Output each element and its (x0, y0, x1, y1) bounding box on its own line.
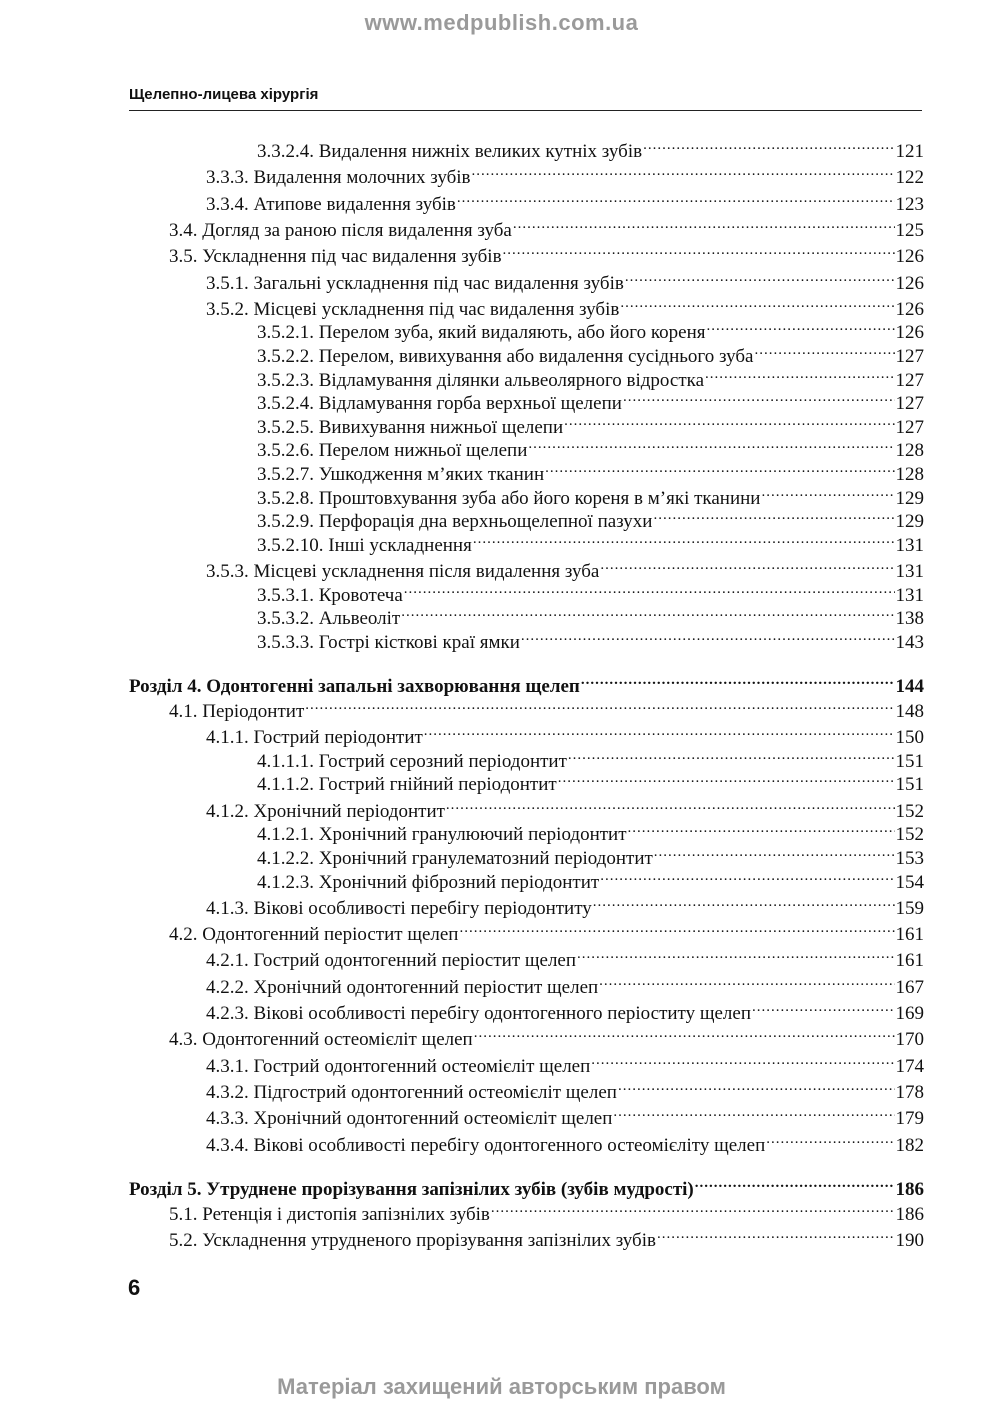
toc-entry (129, 693, 924, 722)
toc-leader-dots (599, 969, 894, 993)
toc-entry-title: 3.3.4. Атипове видалення зубів (206, 193, 456, 215)
toc-leader-dots (653, 503, 894, 527)
toc-entry (129, 1196, 924, 1225)
toc-entry-title: 4.1.2.2. Хронічний гранулематозний періодонтит (257, 847, 653, 869)
toc-entry-title: Розділ 4. Одонтогенні запальні захворювання щелеп (129, 675, 580, 697)
toc-entry-title: 3.5.2.2. Перелом, вивихування або видалення сусіднього зуба (257, 346, 754, 367)
toc-entry-title: 4.2.2. Хронічний одонтогенний періостит щелеп (206, 976, 599, 998)
toc-entry-page: 123 (895, 193, 924, 215)
toc-entry-title: 3.5.3.2. Альвеоліт (257, 608, 401, 630)
toc-entry-page: 182 (895, 1134, 924, 1156)
toc-entry-page: 127 (895, 393, 924, 415)
toc-entry-title: 4.1.3. Вікові особливості перебігу періодонтиту (206, 897, 592, 919)
toc-entry (129, 291, 924, 320)
toc-leader-dots (600, 864, 894, 888)
toc-entry-page: 138 (895, 608, 924, 630)
toc-entry-page: 126 (895, 322, 924, 344)
toc-entry-page: 129 (895, 487, 924, 509)
toc-entry-title: 4.1.2.1. Хронічний гранулюючий періодонтит (257, 824, 627, 846)
page-number: 6 (128, 1275, 141, 1300)
toc-leader-dots (643, 133, 894, 157)
toc-leader-dots (628, 816, 895, 840)
toc-leader-dots (305, 693, 894, 717)
toc-leader-dots (766, 1127, 894, 1151)
toc-entry-title: 4.3.2. Підгострий одонтогенний остеомієліт щелеп (206, 1081, 617, 1103)
toc-entry (129, 338, 924, 367)
toc-entry (129, 503, 924, 533)
toc-entry (129, 864, 924, 893)
toc-entry-page: 178 (895, 1081, 924, 1103)
toc-entry (129, 600, 924, 630)
toc-entry (129, 480, 924, 509)
toc-entry-title: 3.5.1. Загальні ускладнення під час видалення зубів (206, 272, 624, 294)
toc-entry-title: 3.5.2.8. Проштовхування зуба або його кореня в м’які тканини (257, 487, 761, 509)
toc-entry (129, 432, 924, 462)
toc-entry-title: 4.3.1. Гострий одонтогенний остеомієліт щелеп (206, 1055, 591, 1077)
toc-entry-page: 131 (895, 584, 924, 606)
toc-leader-dots (620, 291, 894, 315)
toc-entry-title: 3.5.2.7. Ушкодження м’яких тканин (257, 464, 545, 485)
toc-entry-title: 3.5.2.1. Перелом зуба, який видаляють, або його кореня (257, 322, 706, 344)
toc-leader-dots (473, 527, 895, 551)
toc-entry-page: 153 (895, 847, 924, 869)
toc-entry-page: 126 (895, 246, 924, 268)
toc-leader-dots (761, 480, 894, 504)
toc-entry-page: 151 (895, 774, 924, 796)
toc-entry-page: 128 (895, 440, 924, 462)
toc-entry-page: 128 (895, 464, 924, 485)
toc-entry (129, 890, 924, 919)
toc-entry (129, 1222, 924, 1251)
toc-chapter (129, 1171, 924, 1200)
toc-entry-page: 150 (895, 727, 924, 749)
toc-entry (129, 238, 924, 268)
toc-entry-page: 125 (895, 219, 924, 241)
toc-entry-title: 3.3.2.4. Видалення нижніх великих кутніх зубів (257, 141, 643, 162)
toc-entry-title: 4.3. Одонтогенний остеомієліт щелеп (169, 1029, 473, 1051)
toc-leader-dots (474, 1021, 895, 1045)
toc-entry-title: 3.5. Ускладнення під час видалення зубів (169, 246, 502, 268)
toc-leader-dots (472, 159, 895, 183)
toc-entry-page: 144 (895, 675, 924, 697)
toc-leader-dots (457, 186, 895, 210)
toc-entry-title: 3.5.2.9. Перфорація дна верхньощелепної пазухи (257, 511, 653, 533)
toc-entry-page: 161 (895, 950, 924, 972)
toc-leader-dots (600, 553, 894, 577)
toc-leader-dots (654, 840, 895, 864)
toc-entry (129, 743, 924, 772)
toc-leader-dots (521, 624, 895, 648)
toc-entry (129, 265, 924, 294)
toc-entry (129, 969, 924, 998)
toc-entry-page: 154 (895, 871, 924, 893)
toc-entry (129, 314, 924, 344)
toc-entry (129, 624, 924, 653)
toc-entry (129, 1127, 924, 1156)
toc-entry-page: 151 (895, 750, 924, 772)
toc-entry (129, 719, 924, 749)
toc-entry-page: 126 (895, 298, 924, 320)
toc-entry (129, 840, 924, 869)
toc-entry-title: 4.2.3. Вікові особливості перебігу одонтогенного періоститу щелеп (206, 1003, 751, 1024)
toc-entry (129, 1074, 924, 1103)
toc-entry-page: 179 (895, 1108, 924, 1130)
toc-entry-page: 159 (895, 897, 924, 919)
toc-entry-page: 170 (895, 1029, 924, 1051)
toc-entry (129, 186, 924, 215)
toc-leader-dots (577, 942, 894, 966)
toc-entry-title: 3.5.2.6. Перелом нижньої щелепи (257, 440, 528, 462)
toc-entry-page: 127 (895, 369, 924, 391)
toc-leader-dots (618, 1074, 895, 1098)
toc-entry-title: 5.2. Ускладнення утрудненого прорізування запізнілих зубів (169, 1229, 656, 1251)
toc-leader-dots (424, 719, 895, 743)
toc-entry-page: 190 (895, 1229, 924, 1251)
toc-entry-page: 167 (895, 976, 924, 998)
toc-entry-page: 148 (895, 700, 924, 722)
toc-chapter (129, 668, 924, 697)
toc-leader-dots (593, 890, 895, 914)
toc-entry-title: 4.2.1. Гострий одонтогенний періостит щелеп (206, 950, 577, 972)
toc-entry (129, 1021, 924, 1051)
toc-entry-title: 3.5.2.3. Відламування ділянки альвеолярного відростка (257, 369, 705, 391)
watermark-top: www.medpublish.com.ua (364, 10, 639, 35)
toc-entry-page: 143 (895, 631, 924, 653)
toc-entry-title: 3.5.3.3. Гострі кісткові краї ямки (257, 631, 520, 653)
toc-entry-page: 169 (895, 1003, 924, 1024)
toc-leader-dots (404, 577, 895, 601)
toc-leader-dots (528, 432, 894, 456)
toc-leader-dots (491, 1196, 895, 1220)
toc-leader-dots (623, 385, 895, 409)
toc-entry-title: 4.1.2. Хронічний періодонтит (206, 800, 445, 822)
toc-entry-title: 3.5.3.1. Кровотеча (257, 584, 403, 606)
toc-leader-dots (752, 995, 895, 1019)
toc-entry-page: 129 (895, 511, 924, 533)
toc-entry-title: 3.5.2.10. Інші ускладнення (257, 534, 472, 556)
toc-entry-page: 131 (895, 561, 924, 583)
toc-entry-title: 4.1.1.2. Гострий гнійний періодонтит (257, 774, 557, 796)
toc-entry (129, 133, 924, 162)
toc-entry (129, 1048, 924, 1077)
toc-entry-page: 186 (895, 1178, 924, 1200)
toc-leader-dots (706, 314, 894, 338)
toc-entry (129, 942, 924, 972)
toc-entry-page: 122 (895, 167, 924, 189)
toc-leader-dots (568, 743, 895, 767)
toc-entry-page: 152 (895, 800, 924, 822)
toc-entry-title: 4.3.3. Хронічний одонтогенний остеомієліт щелеп (206, 1108, 613, 1130)
toc-entry-page: 152 (895, 824, 924, 846)
toc-entry (129, 916, 924, 946)
toc-entry-title: 3.3.3. Видалення молочних зубів (206, 167, 471, 189)
toc-entry-title: 3.5.2.4. Відламування горба верхньої щелепи (257, 393, 622, 415)
toc-entry-page: 186 (895, 1203, 924, 1225)
toc-entry-title: 3.5.3. Місцеві ускладнення після видалення зуба (206, 561, 600, 583)
toc-leader-dots (558, 766, 895, 790)
toc-leader-dots (459, 916, 894, 940)
toc-leader-dots (513, 212, 895, 236)
toc-leader-dots (754, 338, 894, 362)
toc-leader-dots (503, 238, 895, 262)
toc-entry-title: 4.1.2.3. Хронічний фіброзний періодонтит (257, 871, 600, 893)
toc-entry-page: 121 (895, 141, 924, 162)
toc-entry-page: 126 (895, 272, 924, 294)
toc-entry-title: 4.1.1. Гострий періодонтит (206, 727, 423, 749)
toc-leader-dots (625, 265, 895, 289)
toc-entry-title: 5.1. Ретенція і дистопія запізнілих зубів (169, 1203, 490, 1225)
toc-entry-page: 127 (895, 416, 924, 438)
toc-leader-dots (695, 1171, 895, 1195)
toc-leader-dots (581, 668, 895, 692)
toc-leader-dots (591, 1048, 894, 1072)
toc-entry-page: 174 (895, 1055, 924, 1077)
toc-leader-dots (401, 600, 894, 624)
toc-entry (129, 766, 924, 796)
toc-leader-dots (613, 1100, 894, 1124)
toc-entry (129, 362, 924, 391)
toc-entry-page: 161 (895, 924, 924, 946)
header-rule (129, 110, 922, 111)
toc-entry (129, 553, 924, 583)
toc-leader-dots (705, 362, 894, 386)
toc-entry-title: Розділ 5. Утруднене прорізування запізнілих зубів (зубів мудрості) (129, 1178, 694, 1200)
toc-entry (129, 159, 924, 189)
toc-entry (129, 385, 924, 415)
toc-entry (129, 409, 924, 438)
toc-entry-title: 4.1.1.1. Гострий серозний періодонтит (257, 750, 567, 772)
running-head: Щелепно-лицева хірургія (129, 86, 319, 103)
watermark-bottom: Матеріал захищений авторським правом (277, 1374, 726, 1399)
toc-entry (129, 1100, 924, 1130)
toc-entry (129, 793, 924, 822)
toc-entry-title: 3.5.2. Місцеві ускладнення під час видалення зубів (206, 298, 620, 320)
toc-entry-title: 3.4. Догляд за раною після видалення зуба (169, 219, 512, 241)
toc-entry-title: 4.3.4. Вікові особливості перебігу одонтогенного остеомієліту щелеп (206, 1134, 766, 1156)
toc-entry-page: 127 (895, 346, 924, 367)
toc-entry (129, 212, 924, 241)
toc-leader-dots (446, 793, 895, 817)
toc-entry (129, 816, 924, 846)
toc-entry (129, 995, 924, 1024)
toc-entry-page: 131 (895, 534, 924, 556)
toc-entry-title: 3.5.2.5. Вивихування нижньої щелепи (257, 416, 564, 438)
toc-entry (129, 527, 924, 556)
toc-leader-dots (564, 409, 894, 433)
toc-entry-title: 4.2. Одонтогенний періостит щелеп (169, 924, 459, 946)
toc-leader-dots (657, 1222, 895, 1246)
toc-entry (129, 577, 924, 606)
toc-entry (129, 456, 924, 485)
toc-leader-dots (545, 456, 894, 480)
toc-entry-title: 4.1. Періодонтит (169, 700, 305, 722)
